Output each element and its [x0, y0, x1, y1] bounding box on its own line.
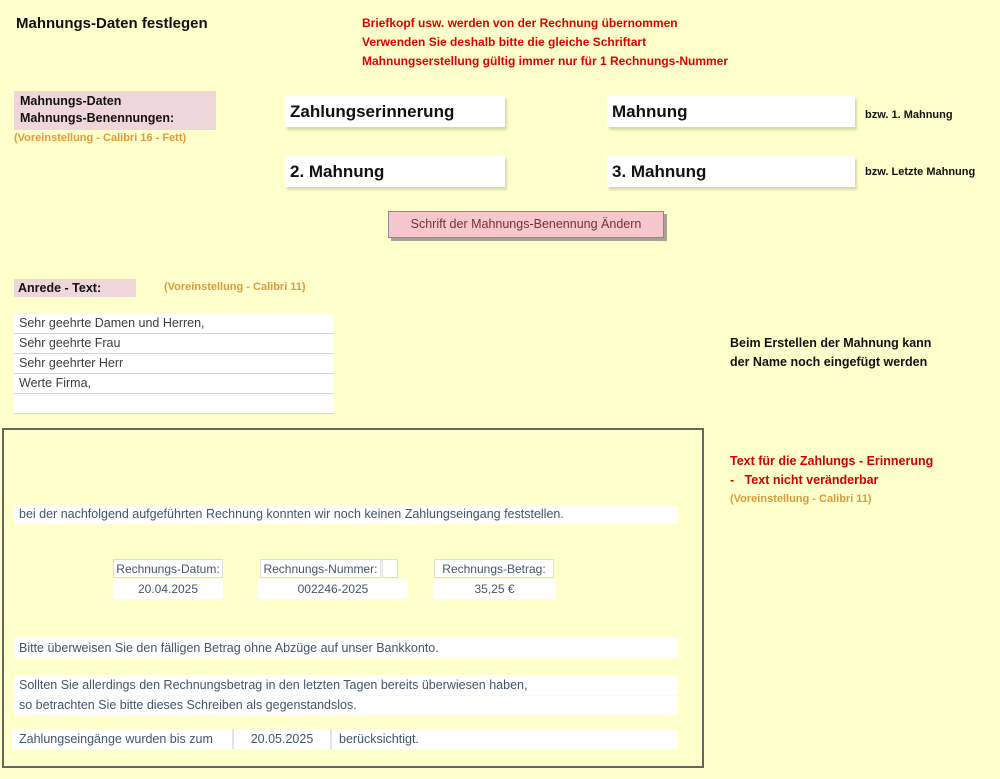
- anrede-name-hint: [730, 334, 931, 372]
- invoice-number-value: 002246-2025: [258, 579, 408, 599]
- invoice-amount-label: Rechnungs-Betrag:: [434, 559, 554, 578]
- footer-suffix-text: berücksichtigt.: [332, 729, 678, 749]
- reminder-already-paid-text-2: so betrachten Sie bitte dieses Schreiben als gegenstandslos.: [14, 696, 678, 715]
- anrede-preset-note: (Voreinstellung - Calibri 11): [164, 281, 306, 293]
- page-title: Mahnungs-Daten festlegen: [16, 15, 208, 32]
- reminder-footer-row: [12, 729, 678, 749]
- benennungen-header-line2: Mahnungs-Benennungen:: [20, 111, 175, 125]
- footer-prefix-text: Zahlungseingänge wurden bis zum: [12, 729, 234, 749]
- mahnung2-name-field[interactable]: 2. Mahnung: [285, 156, 505, 187]
- benennungen-header-line1: Mahnungs-Daten: [20, 94, 122, 108]
- top-note-line: Briefkopf usw. werden von der Rechnung übernommen: [362, 16, 678, 30]
- reminder-already-paid-text-1: Sollten Sie allerdings den Rechnungsbetrag in den letzten Tagen bereits überwiesen haben,: [14, 675, 678, 695]
- mahnung3-hint: bzw. Letzte Mahnung: [865, 166, 976, 178]
- invoice-number-label: Rechnungs-Nummer:: [260, 559, 381, 578]
- anrede-option[interactable]: Sehr geehrte Damen und Herren,: [14, 314, 334, 334]
- anrede-name-hint-line2: der Name noch eingefügt werden: [730, 355, 928, 369]
- change-font-button[interactable]: Schrift der Mahnungs-Benennung Ändern: [388, 211, 664, 238]
- reminder-note: [730, 452, 933, 490]
- anrede-option-empty[interactable]: [14, 394, 334, 414]
- reminder-note-line1: Text für die Zahlungs - Erinnerung: [730, 454, 934, 468]
- anrede-options-list: [14, 314, 334, 414]
- anrede-option[interactable]: Sehr geehrter Herr: [14, 354, 334, 374]
- reminder-intro-text: bei der nachfolgend aufgeführten Rechnung konnten wir noch keinen Zahlungseingang feststellen.: [14, 505, 678, 524]
- benennungen-header: [14, 91, 216, 130]
- reminder-note-line2: - Text nicht veränderbar: [730, 473, 879, 487]
- footer-cutoff-date: 20.05.2025: [234, 729, 332, 749]
- anrede-label: Anrede - Text:: [14, 279, 136, 297]
- mahnung1-name-field[interactable]: Mahnung: [607, 96, 855, 127]
- reminder-pay-text: Bitte überweisen Sie den fälligen Betrag ohne Abzüge auf unser Bankkonto.: [14, 638, 678, 658]
- invoice-number-spacer-cell: [382, 559, 398, 578]
- invoice-date-label: Rechnungs-Datum:: [113, 559, 223, 578]
- zahlungserinnerung-name-field[interactable]: Zahlungserinnerung: [285, 96, 505, 127]
- top-note-line: Verwenden Sie deshalb bitte die gleiche Schriftart: [362, 35, 647, 49]
- mahnung1-hint: bzw. 1. Mahnung: [865, 109, 953, 121]
- invoice-date-value: 20.04.2025: [113, 579, 223, 599]
- anrede-name-hint-line1: Beim Erstellen der Mahnung kann: [730, 336, 932, 350]
- invoice-amount-value: 35,25 €: [433, 579, 556, 599]
- benennungen-preset-note: (Voreinstellung - Calibri 16 - Fett): [14, 132, 187, 144]
- top-note-line: Mahnungserstellung gültig immer nur für 1 Rechnungs-Nummer: [362, 54, 729, 68]
- anrede-option[interactable]: Sehr geehrte Frau: [14, 334, 334, 354]
- reminder-note-preset: (Voreinstellung - Calibri 11): [730, 493, 872, 505]
- anrede-option[interactable]: Werte Firma,: [14, 374, 334, 394]
- top-notes: [362, 14, 728, 71]
- mahnung3-name-field[interactable]: 3. Mahnung: [607, 156, 855, 187]
